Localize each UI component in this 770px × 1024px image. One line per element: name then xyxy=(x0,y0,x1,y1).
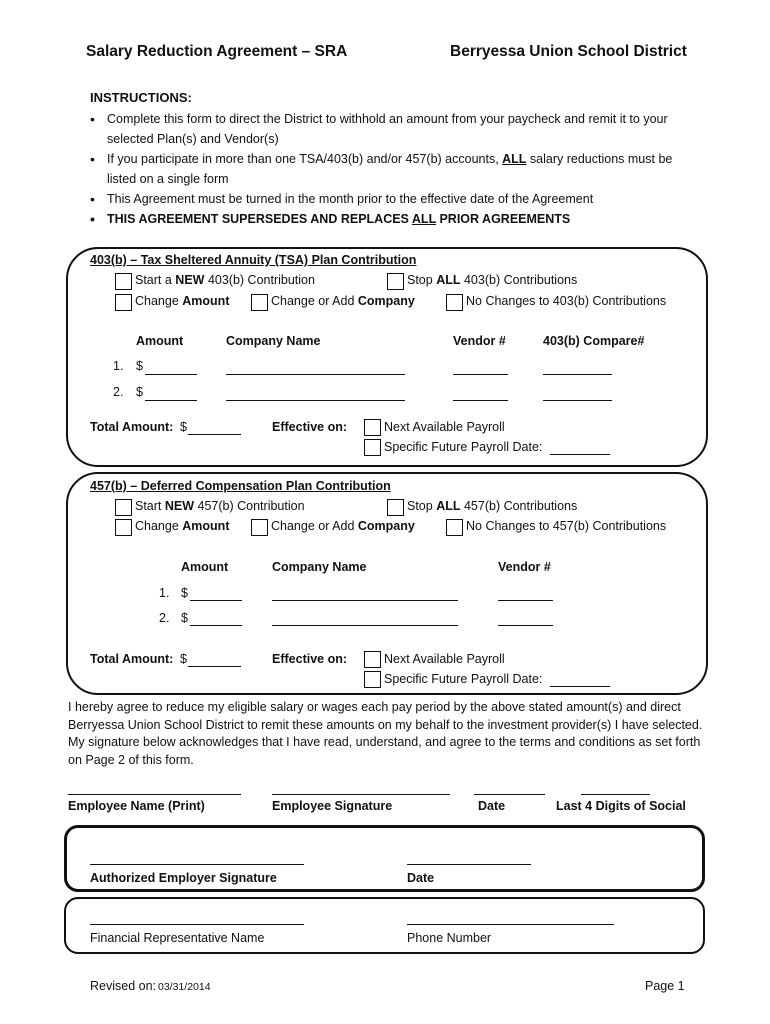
amount-field-2[interactable] xyxy=(190,625,242,626)
col-company-name: Company Name xyxy=(272,560,367,574)
effective-on-label: Effective on: xyxy=(272,652,348,666)
col-vendor: Vendor # xyxy=(453,334,506,348)
section-457b-title: 457(b) – Deferred Compensation Plan Contribution xyxy=(90,479,391,493)
compare-field-1[interactable] xyxy=(543,374,612,375)
employee-name-field[interactable] xyxy=(68,794,241,795)
col-vendor: Vendor # xyxy=(498,560,551,574)
total-amount-403b-field[interactable] xyxy=(188,434,241,435)
next-payroll-label: Next Available Payroll xyxy=(384,652,505,666)
company-field-2[interactable] xyxy=(226,400,405,401)
no-changes-403b-checkbox[interactable] xyxy=(446,294,463,311)
change-company-457b-checkbox[interactable] xyxy=(251,519,268,536)
employer-date-field[interactable] xyxy=(407,864,531,865)
effective-on-label: Effective on: xyxy=(272,420,348,434)
ssn-field[interactable] xyxy=(581,794,650,795)
row-number: 1. xyxy=(113,359,124,373)
stop-all-457b-checkbox[interactable] xyxy=(387,499,404,516)
compare-field-2[interactable] xyxy=(543,400,612,401)
employee-date-label: Date xyxy=(478,799,506,813)
rep-phone-field[interactable] xyxy=(407,924,614,925)
no-changes-457b-checkbox[interactable] xyxy=(446,519,463,536)
representative-box xyxy=(64,897,705,954)
change-company-403b-label: Change or Add Company xyxy=(271,294,415,308)
change-company-457b-label: Change or Add Company xyxy=(271,519,415,533)
instruction-item: • Complete this form to direct the District to withhold an amount from your paycheck and remit it to your selected Plan(s) and Vendor(s) xyxy=(90,109,700,149)
employer-signature-field[interactable] xyxy=(90,864,304,865)
section-403b-title: 403(b) – Tax Sheltered Annuity (TSA) Plan Contribution xyxy=(90,253,417,267)
stop-all-403b-checkbox[interactable] xyxy=(387,273,404,290)
employee-signature-label: Employee Signature xyxy=(272,799,393,813)
employee-signature-field[interactable] xyxy=(272,794,450,795)
amount-field-1[interactable] xyxy=(190,600,242,601)
change-company-403b-checkbox[interactable] xyxy=(251,294,268,311)
no-changes-457b-label: No Changes to 457(b) Contributions xyxy=(466,519,667,533)
change-amount-403b-label: Change Amount xyxy=(135,294,230,308)
dollar-sign: $ xyxy=(181,611,188,625)
instruction-item: • If you participate in more than one TSA/403(b) and/or 457(b) accounts, ALL salary reductions must be listed on a single form xyxy=(90,149,700,189)
future-date-403b-field[interactable] xyxy=(550,454,610,455)
start-new-457b-checkbox[interactable] xyxy=(115,499,132,516)
col-company-name: Company Name xyxy=(226,334,321,348)
employer-signature-label: Authorized Employer Signature xyxy=(90,871,277,885)
instruction-item: • THIS AGREEMENT SUPERSEDES AND REPLACES ALL PRIOR AGREEMENTS xyxy=(90,209,700,229)
page-number: Page 1 xyxy=(645,979,685,993)
amount-field-1[interactable] xyxy=(145,374,197,375)
vendor-field-2[interactable] xyxy=(453,400,508,401)
change-amount-403b-checkbox[interactable] xyxy=(115,294,132,311)
agreement-text: I hereby agree to reduce my eligible salary or wages each pay period by the above stated amount(s) and direct Berryessa Union School District to remit these amounts on my behalf to the investment provider(s) I have selected. My signature below acknowledges that I have read, understand, and agree to the terms and conditions as set forth on Page 2 of this form. xyxy=(68,700,703,767)
total-amount-label: Total Amount: xyxy=(90,420,174,434)
rep-name-label: Financial Representative Name xyxy=(90,931,265,945)
row-number: 2. xyxy=(113,385,124,399)
next-payroll-403b-checkbox[interactable] xyxy=(364,419,381,436)
change-amount-457b-checkbox[interactable] xyxy=(115,519,132,536)
revised-label: Revised on: xyxy=(90,979,157,993)
future-payroll-label: Specific Future Payroll Date: xyxy=(384,672,543,686)
col-compare: 403(b) Compare# xyxy=(543,334,645,348)
no-changes-403b-label: No Changes to 403(b) Contributions xyxy=(466,294,667,308)
start-new-457b-label: Start NEW 457(b) Contribution xyxy=(135,499,305,513)
dollar-sign: $ xyxy=(136,385,143,399)
future-payroll-403b-checkbox[interactable] xyxy=(364,439,381,456)
stop-all-403b-label: Stop ALL 403(b) Contributions xyxy=(407,273,578,287)
total-amount-label: Total Amount: xyxy=(90,652,174,666)
vendor-field-1[interactable] xyxy=(453,374,508,375)
change-amount-457b-label: Change Amount xyxy=(135,519,230,533)
dollar-sign: $ xyxy=(181,586,188,600)
stop-all-457b-label: Stop ALL 457(b) Contributions xyxy=(407,499,578,513)
ssn-label: Last 4 Digits of Social xyxy=(556,799,686,813)
vendor-field-1[interactable] xyxy=(498,600,553,601)
instructions-heading: INSTRUCTIONS: xyxy=(90,90,192,105)
next-payroll-label: Next Available Payroll xyxy=(384,420,505,434)
col-amount: Amount xyxy=(136,334,184,348)
company-field-1[interactable] xyxy=(272,600,458,601)
company-field-1[interactable] xyxy=(226,374,405,375)
total-amount-457b-field[interactable] xyxy=(188,666,241,667)
amount-field-2[interactable] xyxy=(145,400,197,401)
employee-date-field[interactable] xyxy=(474,794,545,795)
future-date-457b-field[interactable] xyxy=(550,686,610,687)
row-number: 2. xyxy=(159,611,170,625)
employee-name-label: Employee Name (Print) xyxy=(68,799,205,813)
employer-date-label: Date xyxy=(407,871,435,885)
vendor-field-2[interactable] xyxy=(498,625,553,626)
district-name: Berryessa Union School District xyxy=(450,43,687,60)
start-new-403b-label: Start a NEW 403(b) Contribution xyxy=(135,273,315,287)
dollar-sign: $ xyxy=(180,652,187,666)
dollar-sign: $ xyxy=(180,420,187,434)
row-number: 1. xyxy=(159,586,170,600)
rep-phone-label: Phone Number xyxy=(407,931,492,945)
form-title: Salary Reduction Agreement – SRA xyxy=(86,43,348,60)
company-field-2[interactable] xyxy=(272,625,458,626)
next-payroll-457b-checkbox[interactable] xyxy=(364,651,381,668)
rep-name-field[interactable] xyxy=(90,924,304,925)
col-amount: Amount xyxy=(181,560,229,574)
future-payroll-label: Specific Future Payroll Date: xyxy=(384,440,543,454)
dollar-sign: $ xyxy=(136,359,143,373)
future-payroll-457b-checkbox[interactable] xyxy=(364,671,381,688)
instructions-list xyxy=(90,109,700,229)
instruction-item: • This Agreement must be turned in the month prior to the effective date of the Agreement xyxy=(90,189,700,209)
revised-date: 03/31/2014 xyxy=(158,981,211,993)
start-new-403b-checkbox[interactable] xyxy=(115,273,132,290)
